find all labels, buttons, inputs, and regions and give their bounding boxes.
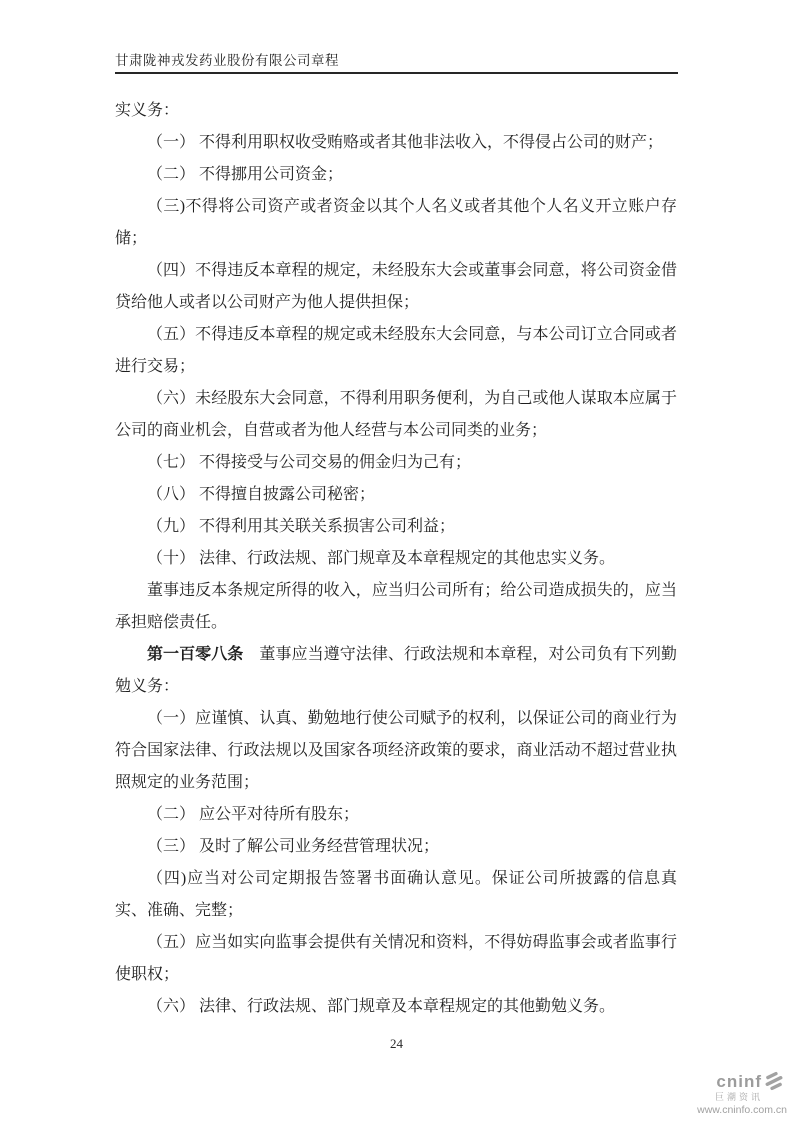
paragraph-text: （六）未经股东大会同意，不得利用职务便利，为自己或他人谋取本应属于公司的商业机会，自营或者为他人经营与本公司同类的业务； [115, 390, 677, 439]
paragraph-text: （十） 法律、行政法规、部门规章及本章程规定的其他忠实义务。 [147, 550, 616, 567]
paragraph-text: （九） 不得利用其关联关系损害公司利益； [147, 518, 456, 535]
paragraph-text: （六） 法律、行政法规、部门规章及本章程规定的其他勤勉义务。 [147, 998, 616, 1015]
paragraph-text: （五）不得违反本章程的规定或未经股东大会同意，与本公司订立合同或者进行交易； [115, 326, 677, 375]
paragraph-text: （二） 不得挪用公司资金； [147, 166, 344, 183]
paragraph-text: 实义务： [115, 102, 180, 119]
paragraph [115, 575, 677, 639]
paragraph-text: （七） 不得接受与公司交易的佣金归为己有； [147, 454, 472, 471]
paragraph [115, 543, 677, 575]
paragraph [115, 831, 677, 863]
paragraph [115, 639, 677, 703]
paragraph-text: 董事违反本条规定所得的收入，应当归公司所有；给公司造成损失的，应当承担赔偿责任。 [115, 582, 677, 631]
paragraph-text: （三)不得将公司资产或者资金以其个人名义或者其他个人名义开立账户存储； [115, 198, 677, 247]
paragraph-text: （五）应当如实向监事会提供有关情况和资料，不得妨碍监事会或者监事行使职权； [115, 934, 677, 983]
logo-cn-name: 巨潮资讯 [715, 1092, 764, 1102]
paragraph [115, 383, 677, 447]
paragraph [115, 703, 677, 799]
paragraph-text: （八） 不得擅自披露公司秘密； [147, 486, 376, 503]
header-title: 甘肃陇神戎发药业股份有限公司章程 [115, 53, 339, 68]
logo-brand-row [697, 1071, 787, 1091]
cninfo-logo [697, 1071, 787, 1116]
cninfo-swirl-icon [763, 1071, 785, 1091]
article-number: 第一百零八条 [147, 646, 244, 663]
paragraph-text: （三） 及时了解公司业务经营管理状况； [147, 838, 440, 855]
paragraph-text: （一） 不得利用职权收受贿赂或者其他非法收入，不得侵占公司的财产； [147, 134, 664, 151]
page-header [115, 52, 678, 74]
document-body [115, 95, 677, 1023]
paragraph-text: （四)应当对公司定期报告签署书面确认意见。保证公司所披露的信息真实、准确、完整； [115, 870, 677, 919]
paragraph [115, 191, 677, 255]
paragraph [115, 159, 677, 191]
paragraph [115, 127, 677, 159]
paragraph [115, 447, 677, 479]
paragraph [115, 95, 677, 127]
paragraph-text: （一）应谨慎、认真、勤勉地行使公司赋予的权利，以保证公司的商业行为符合国家法律、行政法规以及国家各项经济政策的要求，商业活动不超过营业执照规定的业务范围； [115, 710, 677, 791]
logo-brand-text: cninf [716, 1071, 762, 1091]
paragraph [115, 319, 677, 383]
page-number: 24 [390, 1036, 403, 1051]
paragraph-text: （二） 应公平对待所有股东； [147, 806, 360, 823]
paragraph [115, 255, 677, 319]
paragraph-text: （四）不得违反本章程的规定，未经股东大会或董事会同意，将公司资金借贷给他人或者以公司财产为他人提供担保； [115, 262, 677, 311]
paragraph [115, 479, 677, 511]
paragraph-text: 董事应当遵守法律、行政法规和本章程，对公司负有下列勤勉义务： [115, 646, 677, 695]
paragraph [115, 799, 677, 831]
paragraph [115, 991, 677, 1023]
logo-url: www.cninfo.com.cn [697, 1104, 787, 1116]
paragraph [115, 511, 677, 543]
paragraph [115, 863, 677, 927]
paragraph [115, 927, 677, 991]
